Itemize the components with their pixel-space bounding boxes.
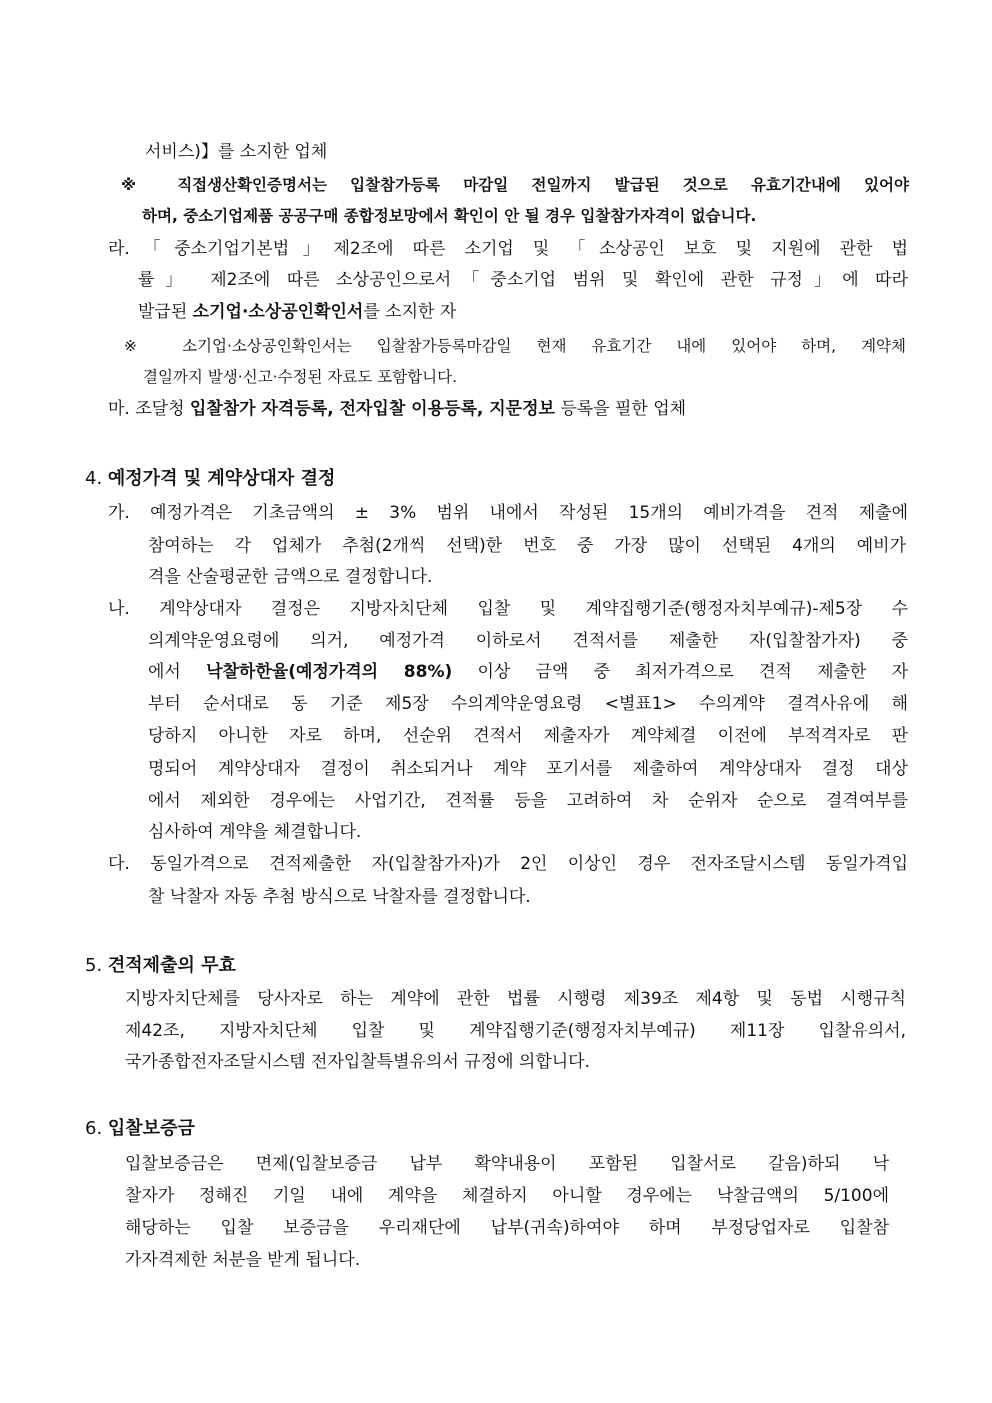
s4-ga-line-3: 격을 산술평균한 금액으로 결정합니다. <box>148 567 433 587</box>
s3-ra-certificate: 소기업·소상공인확인서 <box>192 302 364 322</box>
s4-da-line-2: 찰 낙찰자 자동 추첨 방식으로 낙찰자를 결정합니다. <box>148 887 531 907</box>
s4-ga-line-2: 참여하는 각 업체가 추첨(2개씩 선택)한 번호 중 가장 많이 선택된 4개의 예비가 <box>148 536 906 556</box>
s3-ma-a: 마. 조달청 <box>108 399 190 419</box>
s3-note-2-line-2: 결일까지 발생·신고·수정된 자료도 포함합니다. <box>143 368 458 386</box>
s4-na-line-3-c: 이상 금액 중 최저가격으로 견적 제출한 자 <box>452 662 908 682</box>
s6-heading <box>85 1118 195 1140</box>
s4-heading <box>85 468 335 490</box>
s3-ra-line-3 <box>138 301 456 323</box>
s4-na-line-1: 나. 계약상대자 결정은 지방자치단체 입찰 및 계약집행기준(행정자치부예규)-제5장 수 <box>108 599 908 619</box>
s3-ra-line-2: 률」 제2조에 따른 소상공인으로서「중소기업 범위 및 확인에 관한 규정」에 따라 <box>138 270 908 290</box>
s4-na-lower-limit: 낙찰하한율(예정가격의 88%) <box>206 662 453 682</box>
s4-da-line-1: 다. 동일가격으로 견적제출한 자(입찰참가자)가 2인 이상인 경우 전자조달시스템 동일가격입 <box>108 854 908 874</box>
s3-ma-registrations: 입찰참가 자격등록, 전자입찰 이용등록, 지문정보 <box>189 399 555 419</box>
s4-na-line-6: 명되어 계약상대자 결정이 취소되거나 계약 포기서를 제출하여 계약상대자 결정 대상 <box>148 759 908 779</box>
s6-line-4: 가자격제한 처분을 받게 됩니다. <box>125 1250 361 1270</box>
s5-line-2: 제42조, 지방자치단체 입찰 및 계약집행기준(행정자치부예규) 제11장 입찰유의서, <box>125 1021 906 1041</box>
s3-line-1: 서비스)】를 소지한 업체 <box>145 142 328 162</box>
s4-na-line-3 <box>148 661 908 683</box>
s6-line-1: 입찰보증금은 면제(입찰보증금 납부 확약내용이 포함된 입찰서로 갈음)하되 낙 <box>125 1154 889 1174</box>
s4-heading-text: 예정가격 및 계약상대자 결정 <box>107 468 336 489</box>
s3-note-1-line-1: ※ 직접생산확인증명서는 입찰참가등록 마감일 전일까지 발급된 것으로 유효기간내에 있어야 <box>121 176 909 194</box>
s4-ga-line-1: 가. 예정가격은 기초금액의 ± 3% 범위 내에서 작성된 15개의 예비가격을 견적 제출에 <box>108 503 908 523</box>
s4-na-line-5: 당하지 아니한 자로 하며, 선순위 견적서 제출자가 계약체결 이전에 부적격자로 판 <box>148 726 908 746</box>
s4-na-line-7: 에서 제외한 경우에는 사업기간, 견적률 등을 고려하여 차 순위자 순으로 결격여부를 <box>148 791 908 811</box>
s4-heading-number: 4. <box>85 468 108 489</box>
s5-heading-text: 견적제출의 무효 <box>107 955 236 976</box>
s5-line-1: 지방자치단체를 당사자로 하는 계약에 관한 법률 시행령 제39조 제4항 및 동법 시행규칙 <box>125 989 906 1009</box>
s6-line-2: 찰자가 정해진 기일 내에 계약을 체결하지 아니할 경우에는 낙찰금액의 5/100에 <box>125 1186 889 1206</box>
s5-heading <box>85 955 236 977</box>
s4-na-line-3-a: 에서 <box>148 662 207 682</box>
s3-ra-line-1: 라.「중소기업기본법」제2조에 따른 소기업 및 「소상공인 보호 및 지원에 관한 법 <box>108 239 908 259</box>
s3-ra-line-3-c: 를 소지한 자 <box>363 302 457 322</box>
s6-heading-number: 6. <box>85 1118 108 1139</box>
s5-heading-number: 5. <box>85 955 108 976</box>
s3-note-2-line-1: ※ 소기업·소상공인확인서는 입찰참가등록마감일 현재 유효기간 내에 있어야 하며, 계약체 <box>124 337 906 355</box>
s6-heading-text: 입찰보증금 <box>107 1118 195 1139</box>
s3-note-1-line-2: 하며, 중소기업제품 공공구매 종합정보망에서 확인이 안 될 경우 입찰참가자격이 없습니다. <box>142 207 757 225</box>
s3-ma-c: 등록을 필한 업체 <box>554 399 687 419</box>
s4-na-line-4: 부터 순서대로 동 기준 제5장 수의계약운영요령 <별표1> 수의계약 결격사유에 해 <box>148 694 908 714</box>
s4-na-line-8: 심사하여 계약을 체결합니다. <box>148 822 362 842</box>
s4-na-line-2: 의계약운영요령에 의거, 예정가격 이하로서 견적서를 제출한 자(입찰참가자) 중 <box>148 631 908 651</box>
s6-line-3: 해당하는 입찰 보증금을 우리재단에 납부(귀속)하여야 하며 부정당업자로 입찰참 <box>125 1218 889 1238</box>
s3-ma-line <box>108 398 686 420</box>
s3-ra-line-3-a: 발급된 <box>138 302 193 322</box>
s5-line-3: 국가종합전자조달시스템 전자입찰특별유의서 규정에 의합니다. <box>125 1052 591 1072</box>
